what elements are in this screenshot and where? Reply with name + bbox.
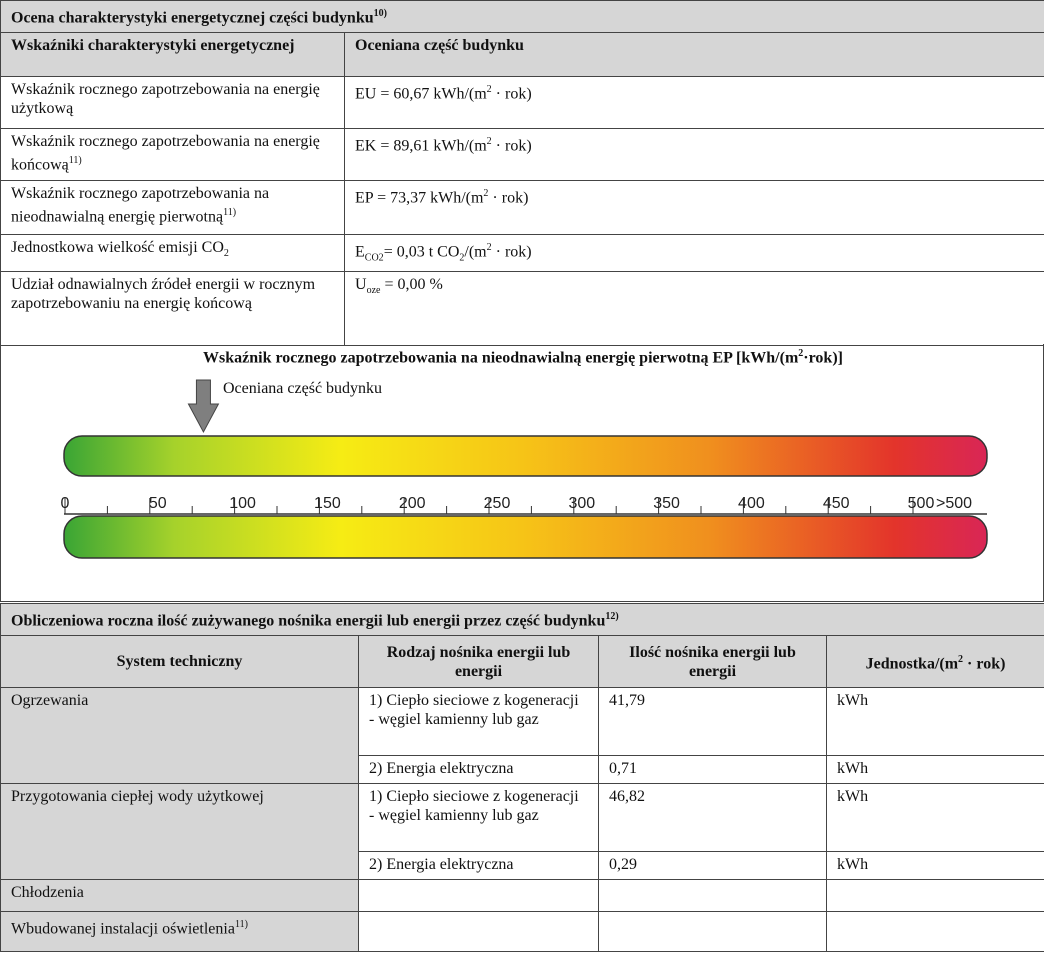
- table-row: [1, 688, 1044, 756]
- table-row: [1, 912, 1044, 952]
- indicators-column-header: Wskaźniki charakterystyki energetycznej: [1, 33, 345, 77]
- hot-water-carrier-1: 1) Ciepło sieciowe z kogeneracji - węgiel kamienny lub gaz: [359, 784, 599, 852]
- ep-scale-graphic: [1, 344, 1044, 602]
- scale-bar-top: [64, 436, 987, 476]
- ep-value: EP = 73,37 kWh/$(m^2 \cdot rok)$: [345, 181, 1044, 235]
- tick-label: 0: [60, 495, 70, 512]
- table-row: [1, 271, 1044, 345]
- heating-amount-1: 41,79: [599, 688, 827, 756]
- scale-title: Wskaźnik rocznego zapotrzebowania na nieodnawialną energię pierwotną EP $[kWh/(m^2\cdot rok)]$: [203, 348, 843, 367]
- heating-carrier-2: 2) Energia elektryczna: [359, 756, 599, 784]
- hot-water-amount-2: 0,29: [599, 852, 827, 880]
- tick-label: 150: [314, 495, 341, 512]
- oze-label: Udział odnawialnych źródeł energii w rocznym zapotrzebowaniu na energię końcową: [1, 271, 345, 345]
- cooling-system: Chłodzenia: [1, 880, 359, 912]
- co2-value: $E_{CO2}= 0,03$ t $CO_2/(m^2 \cdot rok)$: [345, 235, 1044, 272]
- heating-amount-2: 0,71: [599, 756, 827, 784]
- energy-carrier-table: [0, 603, 1044, 952]
- lighting-unit: [827, 912, 1044, 952]
- evaluated-part-column-header: Oceniana część budynku: [345, 33, 1044, 77]
- cooling-amount: [599, 880, 827, 912]
- heating-carrier-1: 1) Ciepło sieciowe z kogeneracji - węgiel kamienny lub gaz: [359, 688, 599, 756]
- scale-bar-bottom: [64, 516, 987, 558]
- tick-label: 200: [398, 495, 426, 512]
- eu-label: Wskaźnik rocznego zapotrzebowania na energię użytkową: [1, 77, 345, 129]
- tick-label: 100: [229, 495, 256, 512]
- ep-label: Wskaźnik rocznego zapotrzebowania na nieodnawialną energię pierwotną$^{11)}$: [1, 181, 345, 235]
- tick-label: 450: [822, 495, 850, 512]
- table-row: [1, 784, 1044, 852]
- tick-label: 300: [568, 495, 596, 512]
- tick-label: 400: [738, 495, 765, 512]
- tick-label: 350: [653, 495, 680, 512]
- table-row: [1, 181, 1044, 235]
- table-row: [1, 235, 1044, 272]
- hot-water-system: Przygotowania ciepłej wody użytkowej: [1, 784, 359, 880]
- tick-label: 500: [907, 495, 935, 512]
- marker-label: Oceniana część budynku: [223, 380, 383, 397]
- cooling-unit: [827, 880, 1044, 912]
- system-header: System techniczny: [1, 636, 359, 688]
- lighting-amount: [599, 912, 827, 952]
- hot-water-amount-1: 46,82: [599, 784, 827, 852]
- heating-system: Ogrzewania: [1, 688, 359, 784]
- ep-scale-panel: [0, 344, 1044, 602]
- section1-title: Ocena charakterystyki energetycznej części budynku$^{10)}$: [1, 1, 1044, 33]
- hot-water-carrier-2: 2) Energia elektryczna: [359, 852, 599, 880]
- table-row: [1, 77, 1044, 129]
- co2-label: Jednostkowa wielkość emisji $CO_2$: [1, 235, 345, 272]
- oze-value: $U_{oze} = 0,00$ %: [345, 271, 1044, 345]
- lighting-system: Wbudowanej instalacji oświetlenia$^{11)}$: [1, 912, 359, 952]
- lighting-carrier: [359, 912, 599, 952]
- tick-label: 250: [483, 495, 511, 512]
- marker-arrow-icon: [188, 380, 218, 432]
- tick-label: >500: [935, 495, 973, 512]
- cooling-carrier: [359, 880, 599, 912]
- carrier-amount-header: Ilość nośnika energii lub energii: [599, 636, 827, 688]
- hot-water-unit-2: kWh: [827, 852, 1044, 880]
- heating-unit-1: kWh: [827, 688, 1044, 756]
- ek-label: Wskaźnik rocznego zapotrzebowania na energię końcową$^{11)}$: [1, 129, 345, 181]
- section2-title: Obliczeniowa roczna ilość zużywanego nośnika energii lub energii przez część budynku$^{12)}$: [1, 604, 1044, 636]
- table-row: [1, 129, 1044, 181]
- ek-value: EK = 89,61 kWh/$(m^2 \cdot rok)$: [345, 129, 1044, 181]
- heating-unit-2: kWh: [827, 756, 1044, 784]
- tick-label: 50: [148, 495, 167, 512]
- carrier-type-header: Rodzaj nośnika energii lub energii: [359, 636, 599, 688]
- eu-value: EU = 60,67 kWh/$(m^2 \cdot rok)$: [345, 77, 1044, 129]
- table-row: [1, 880, 1044, 912]
- energy-indicators-table: [0, 0, 1044, 346]
- unit-header: Jednostka/$(m^2 \cdot rok)$: [827, 636, 1044, 688]
- hot-water-unit-1: kWh: [827, 784, 1044, 852]
